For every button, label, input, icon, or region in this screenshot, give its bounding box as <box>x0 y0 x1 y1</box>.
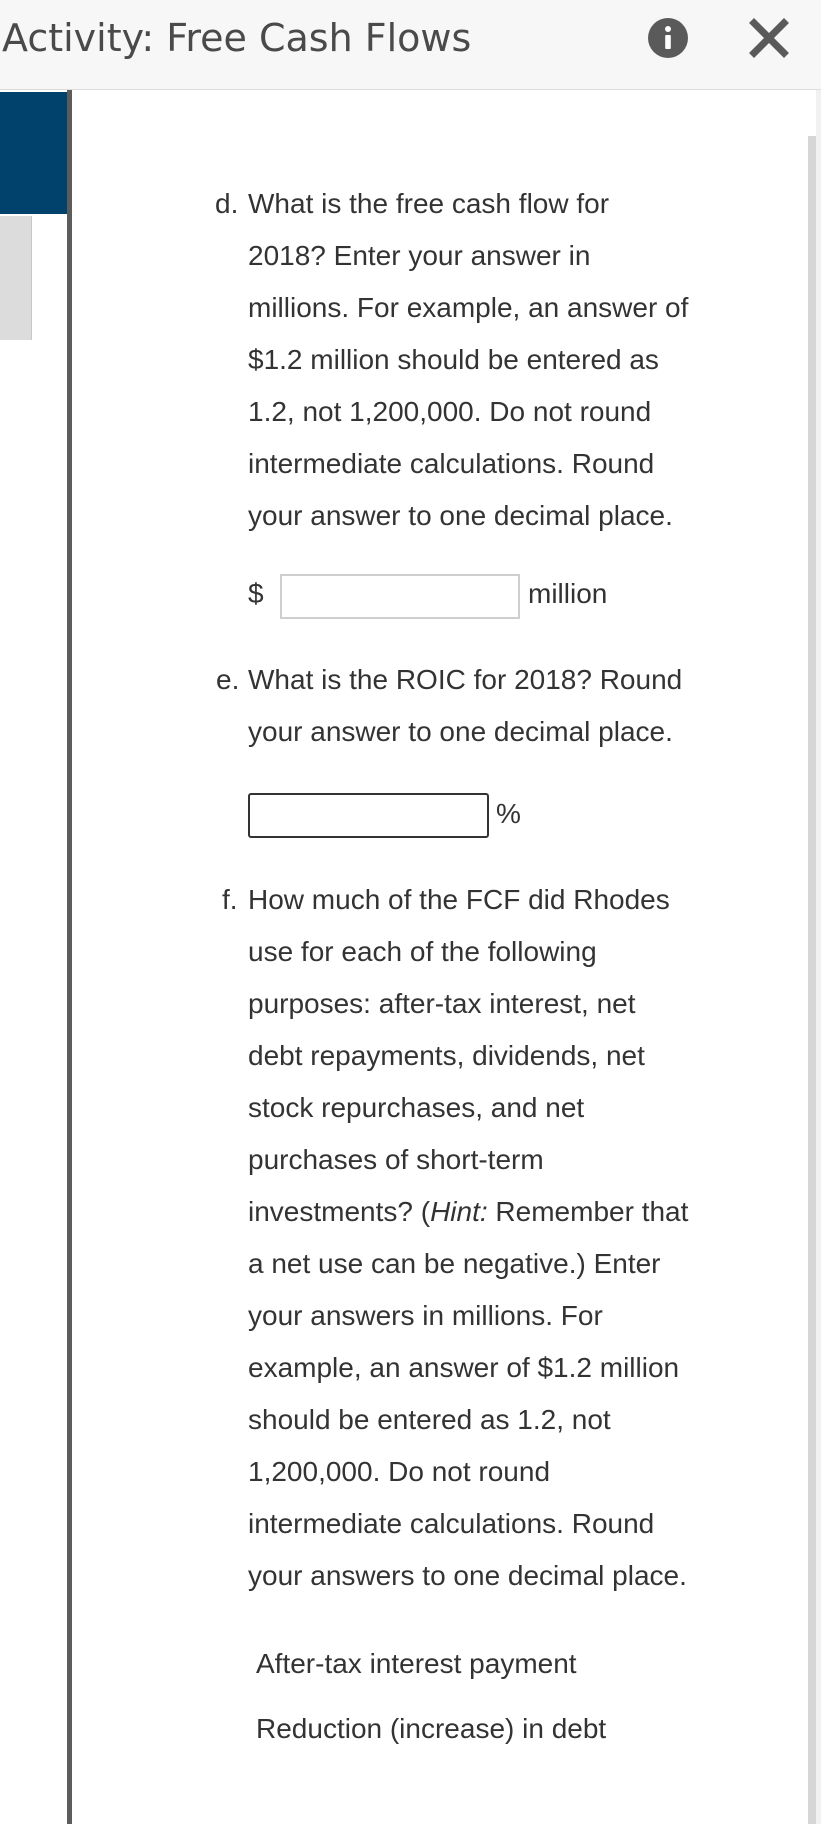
question-d-line: $1.2 million should be entered as <box>248 344 659 375</box>
scrollbar[interactable] <box>808 136 816 1824</box>
question-f-line: debt repayments, dividends, net <box>248 1040 645 1071</box>
question-d-line: What is the free cash flow for <box>248 188 610 219</box>
question-f-line: example, an answer of $1.2 million <box>248 1352 680 1383</box>
info-icon <box>648 18 688 58</box>
question-f-line: purposes: after-tax interest, net <box>248 988 636 1019</box>
question-f-line: How much of the FCF did Rhodes <box>248 884 670 915</box>
question-d-letter: d. <box>215 188 239 219</box>
question-f-line: should be entered as 1.2, not <box>248 1404 611 1435</box>
row-label-after-tax-interest: After-tax interest payment <box>256 1648 577 1679</box>
question-d-line: intermediate calculations. Round <box>248 448 655 479</box>
question-f-line: use for each of the following <box>248 936 597 967</box>
question-e-letter: e. <box>216 664 240 695</box>
question-e-text <box>248 654 748 758</box>
close-button[interactable] <box>748 17 790 59</box>
question-f-line-hint <box>248 1186 748 1238</box>
question-e-line: What is the ROIC for 2018? Round <box>248 664 683 695</box>
question-f-letter: f. <box>222 884 238 915</box>
question-f-line: intermediate calculations. Round <box>248 1508 655 1539</box>
sidebar-active-item[interactable] <box>0 92 67 214</box>
hint-text: Remember that <box>487 1196 689 1227</box>
question-d-line: 1.2, not 1,200,000. Do not round <box>248 396 652 427</box>
question-f-line: your answers to one decimal place. <box>248 1560 687 1591</box>
question-f-line: investments? ( <box>248 1196 431 1227</box>
percent-suffix: % <box>496 798 521 829</box>
hint-label: Hint: <box>430 1196 488 1227</box>
free-cash-flow-input[interactable] <box>280 574 520 619</box>
question-f-text <box>248 874 748 1602</box>
question-f-line: a net use can be negative.) Enter <box>248 1248 661 1279</box>
roic-input[interactable] <box>248 793 489 838</box>
sidebar-item[interactable] <box>0 216 32 340</box>
question-d-text <box>248 178 748 542</box>
row-label-reduction-in-debt: Reduction (increase) in debt <box>256 1713 607 1744</box>
question-f-line: your answers in millions. For <box>248 1300 603 1331</box>
panel-divider <box>67 90 72 1824</box>
close-icon <box>748 17 790 59</box>
info-button[interactable] <box>648 18 688 58</box>
dollar-prefix: $ <box>248 578 264 609</box>
question-f-line: 1,200,000. Do not round <box>248 1456 551 1487</box>
scroll-track-edge <box>816 90 821 1824</box>
question-f-line: purchases of short-term <box>248 1144 544 1175</box>
question-d-line: millions. For example, an answer of <box>248 292 689 323</box>
question-d-line: 2018? Enter your answer in <box>248 240 591 271</box>
title-bar <box>0 0 821 90</box>
question-d-line: your answer to one decimal place. <box>248 500 673 531</box>
window-title: Activity: Free Cash Flows <box>2 16 472 60</box>
question-f-line: stock repurchases, and net <box>248 1092 585 1123</box>
question-e-line: your answer to one decimal place. <box>248 716 673 747</box>
million-suffix: million <box>528 578 608 609</box>
